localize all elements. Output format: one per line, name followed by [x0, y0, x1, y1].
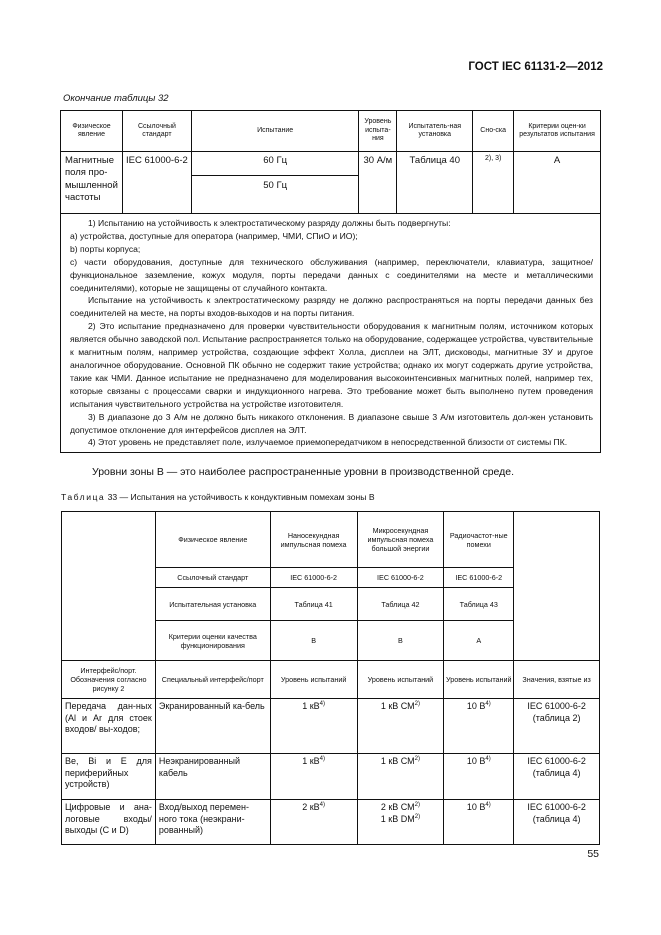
cell: Радиочастот-ные помехи [444, 512, 514, 568]
footnote: Испытание на устойчивость к электростатическому разряду не должно распространяться на порты передачи данных без соединителей на месте, на порты входов-выходов и на порты питания. [70, 295, 593, 319]
phenomenon-cell: Магнитные поля про-мышленной частоты [61, 152, 123, 214]
level-cell [444, 754, 514, 800]
level-cell [357, 754, 444, 800]
source-cell: IEC 61000-6-2 (таблица 4) [514, 800, 600, 845]
cell: Значения, взятые из [514, 661, 600, 699]
level-cell [270, 754, 357, 800]
level-value: 2 кВ [302, 802, 320, 812]
caption-label: Таблица [61, 492, 106, 502]
level-value: 1 кВ [302, 701, 320, 711]
cell: Наносекундная импульсная помеха [270, 512, 357, 568]
source-cell: IEC 61000-6-2 (таблица 2) [514, 699, 600, 754]
test-cell: 60 Гц [191, 152, 359, 176]
level-cell: 30 А/м [359, 152, 397, 214]
footnote: b) порты корпуса; [70, 243, 141, 254]
cell: IEC 61000-6-2 [270, 568, 357, 588]
level-note: 2) [414, 701, 421, 707]
level-value: 1 кВ СМ [380, 756, 415, 766]
body-paragraph: Уровни зоны В — это наиболее распространенные уровни в производственной среде. [92, 466, 515, 478]
level-line [358, 814, 444, 826]
col-header: Испытание [191, 111, 359, 152]
cell: Таблица 43 [444, 588, 514, 621]
source-cell: IEC 61000-6-2 (таблица 4) [514, 754, 600, 800]
footnote: 1) Испытанию на устойчивость к электростатическому разряду должны быть подвергнуты: [88, 218, 451, 228]
special-cell: Неэкранированный кабель [155, 754, 270, 800]
footnote: а) устройства, доступные для оператора (например, ЧМИ, СПиО и ИО); [70, 230, 358, 241]
level-note: 2) [414, 813, 421, 820]
cell: Специальный интерфейс/порт [155, 661, 270, 699]
level-line [358, 802, 444, 814]
iface-cell: Передача дан-ных (Al и Ar для стоек входов/ вы-ходов; [62, 699, 156, 754]
level-note: 2) [414, 802, 421, 808]
row-label: Интерфейс/порт. Обозначения согласно рисунку 2 [62, 661, 156, 699]
cell: IEC 61000-6-2 [444, 568, 514, 588]
cell: В [270, 621, 357, 661]
level-value: 2 кВ СМ [380, 802, 415, 812]
standard-cell: IEC 61000-6-2 [122, 152, 191, 214]
footnote: 4) Этот уровень не представляет поле, излучаемое приемопередатчиком в непосредственной близости от системы ПК. [88, 437, 568, 448]
caption-text: 33 — Испытания на устойчивость к кондуктивным помехам зоны В [107, 492, 375, 502]
row-label: Ссылочный стандарт [155, 568, 270, 588]
page-number: 55 [587, 848, 599, 860]
level-note: 4) [485, 701, 491, 707]
footnote-cell: 2), 3) [473, 152, 514, 214]
cell: IEC 61000-6-2 [357, 568, 444, 588]
level-value: 1 кВ DM [380, 813, 415, 824]
table-33-caption [61, 492, 375, 502]
level-note: 4) [485, 802, 491, 808]
table-32-caption: Окончание таблицы 32 [63, 93, 169, 104]
cell: Уровень испытаний [270, 661, 357, 699]
col-header: Ссылочный стандарт [122, 111, 191, 152]
level-value: 1 кВ [302, 756, 320, 766]
cell: В [357, 621, 444, 661]
col-header: Уровень испыта-ния [359, 111, 397, 152]
level-note: 4) [319, 701, 325, 707]
iface-cell: Ве, Bi и E для периферийных устройств) [62, 754, 156, 800]
cell: Таблица 41 [270, 588, 357, 621]
level-value: 10 В [466, 756, 486, 766]
iface-cell: Цифровые и ана-логовые входы/ выходы (С и D) [62, 800, 156, 845]
setup-cell: Таблица 40 [397, 152, 473, 214]
level-cell [270, 699, 357, 754]
level-cell [357, 800, 444, 845]
document-header: ГОСТ IEC 61131-2—2012 [468, 61, 603, 73]
cell: А [444, 621, 514, 661]
cell: Микросекундная импульсная помеха большой энергии [357, 512, 444, 568]
criteria-cell: А [514, 152, 601, 214]
row-label: Испытательная установка [155, 588, 270, 621]
cell: Таблица 42 [357, 588, 444, 621]
footnote: с) части оборудования, доступные для технического обслуживания (например, переключатели, клавиатура, защитное/функциональное заземление, кожух модуля, порты передачи данных с соединителями на месте и металлическими соединителями), которые не защищены от случайного контакта. [70, 256, 593, 293]
test-cell: 50 Гц [191, 176, 359, 214]
cell: Уровень испытаний [357, 661, 444, 699]
level-cell [444, 699, 514, 754]
blank-cell [514, 512, 600, 661]
level-value: 10 В [466, 701, 486, 711]
table-33 [61, 511, 600, 845]
level-value: 1 кВ СМ [380, 701, 415, 711]
col-header: Сно-ска [473, 111, 514, 152]
footnote: 3) В диапазоне до 3 А/м не должно быть никакого отклонения. В диапазоне свыше 3 А/м изготовитель дол-жен установить допустимое отклонение для интерфейсов дисплея на ЭЛТ. [70, 411, 593, 435]
col-header: Физическое явление [61, 111, 123, 152]
blank-cell [62, 512, 156, 661]
special-cell: Экранированный ка-бель [155, 699, 270, 754]
level-cell [444, 800, 514, 845]
col-header: Критерии оцен-ки результатов испытания [514, 111, 601, 152]
footnote: 2) Это испытание предназначено для проверки чувствительности оборудования к магнитным полям, источником которых является обычно заводской пол. Испытание распространяется только на оборудование, содержащее устройства, чувствительные к магнитным полям, например устройства, создающие эффект Холла, дисплеи на ЭЛТ, дисководы, магнитные ЗУ и другое аналогичное оборудование. Основной ПК обычно не содержит такие устройства; однако их могут содержать другие устройства, такие как ЧМИ. Данное испытание не предназначено для моделирования высокоинтенсивных магнитных полей, например тех, которые связаны с процессами сварки и индукционного нагрева. Это требование может быть выполнено путем проведения испытания чувствительного устройства на устройстве изготовителя. [70, 321, 593, 409]
row-label: Критерии оценки качества функционирования [155, 621, 270, 661]
level-cell [270, 800, 357, 845]
col-header: Испытатель-ная установка [397, 111, 473, 152]
special-cell: Вход/выход перемен-ного тока (неэкрани-рованный) [155, 800, 270, 845]
level-note: 2) [414, 756, 421, 762]
level-note: 4) [319, 756, 325, 762]
row-label: Физическое явление [155, 512, 270, 568]
level-note: 4) [319, 802, 325, 808]
table-32 [60, 110, 601, 453]
table-footnotes [61, 214, 601, 453]
level-value: 10 В [466, 802, 486, 812]
level-cell [357, 699, 444, 754]
level-note: 4) [485, 756, 491, 762]
cell: Уровень испытаний [444, 661, 514, 699]
